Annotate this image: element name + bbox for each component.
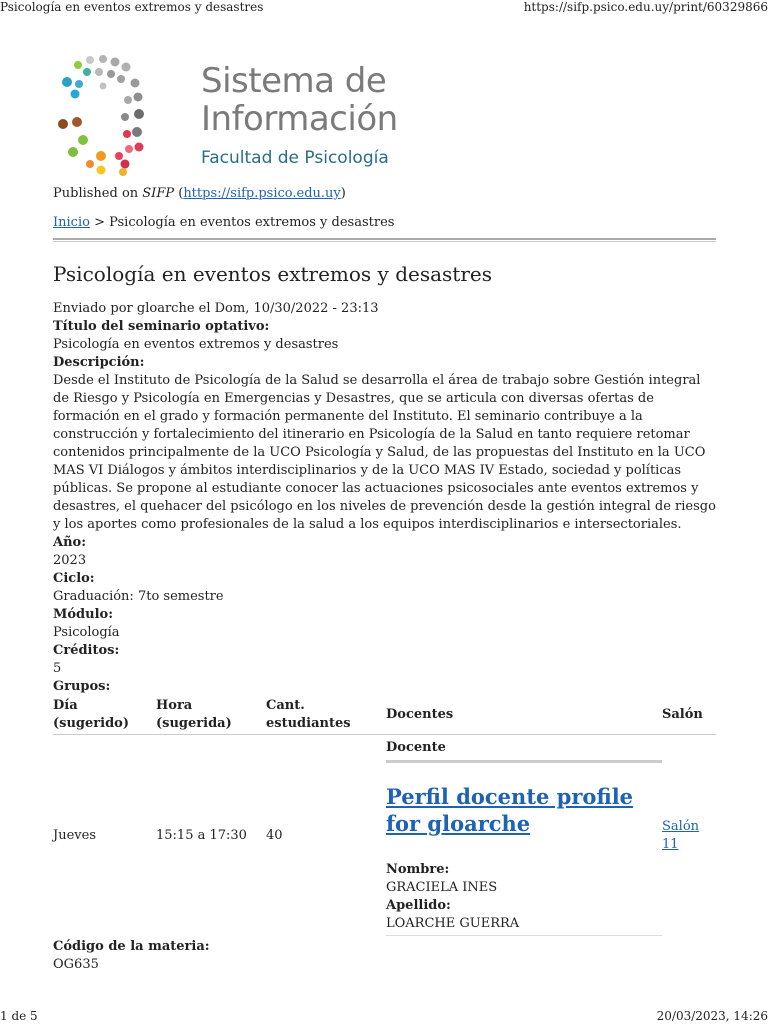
published-prefix: Published on [53,186,143,201]
docente-profile-link[interactable]: Perfil docente profile for gloarche [386,784,634,836]
titulo-label: Título del seminario optativo: [53,319,270,334]
codigo-label: Código de la materia: [53,939,210,954]
salon-link[interactable]: Salón 11 [662,818,700,852]
breadcrumb-separator: > [89,215,110,230]
apellido-label: Apellido: [386,898,451,913]
cell-dia: Jueves [53,827,96,843]
brand-line-2: Información [201,99,398,139]
published-link[interactable]: https://sifp.psico.edu.uy [183,186,341,201]
brand-subtitle: Facultad de Psicología [201,148,389,168]
anio-label: Año: [53,535,87,550]
header-divider [53,238,716,242]
print-header-url: https://sifp.psico.edu.uy/print/60329866 [523,0,768,14]
print-header-title: Psicología en eventos extremos y desastres [0,0,264,14]
header-hora: Hora (sugerida) [156,698,232,731]
anio-value: 2023 [53,553,87,568]
descripcion-label: Descripción: [53,355,145,370]
header-docentes: Docentes [386,707,454,722]
breadcrumb-current: Psicología en eventos extremos y desastres [109,215,395,230]
modulo-value: Psicología [53,625,120,640]
descripcion-value: Desde el Instituto de Psicología de la Salud se desarrolla el área de trabajo sobre Gestión integral de Riesgo y Psicología en Emergencias y Desastres, que se articula con diversas ofertas de formación en el grado y formación permanente del Instituto. El seminario contribuye a la construcción y fortalecimiento del itinerario en Psicología de la Salud en tanto requiere retomar contenidos principalmente de la UCO Psicología y Salud, de las propuestas del Instituto en la UCO MAS VI Diálogos y ámbitos interdisciplinarios y de la UCO MAS IV Estado, sociedad y políticas públicas. Se propone al estudiante conocer las actuaciones psicosociales ante eventos extremos y desastres, el quehacer del psicólogo en los niveles de prevención desde la gestión integral de riesgo y los aportes como profesionales de la salud a los equipos interdisciplinarios e intersectoriales. [53,373,716,532]
print-footer-datetime: 20/03/2023, 14:26 [656,1009,768,1023]
published-close: ) [340,186,346,201]
published-open: ( [174,186,184,201]
header-cant: Cant. estudiantes [266,698,351,731]
modulo-label: Módulo: [53,607,114,622]
table-row [53,735,716,937]
published-line [53,186,716,201]
ciclo-value: Graduación: 7to semestre [53,589,224,604]
print-footer-page: 1 de 5 [0,1009,38,1023]
codigo-value: OG635 [53,957,99,972]
titulo-value: Psicología en eventos extremos y desastres [53,337,339,352]
creditos-label: Créditos: [53,643,120,658]
apellido-value: LOARCHE GUERRA [386,916,520,931]
cell-cant: 40 [266,827,283,843]
creditos-value: 5 [53,661,62,676]
nombre-value: GRACIELA INES [386,880,498,895]
grupos-label: Grupos: [53,679,111,694]
site-logo[interactable] [53,52,716,182]
brand-line-1: Sistema de [201,61,387,101]
ciclo-label: Ciclo: [53,571,95,586]
nombre-label: Nombre: [386,862,450,877]
cell-hora: 15:15 a 17:30 [156,827,247,843]
submitted-info: Enviado por gloarche el Dom, 10/30/2022 - 23:13 [53,301,379,316]
page-content [53,52,716,974]
breadcrumb [53,215,716,230]
cell-docentes [386,735,662,937]
page-title: Psicología en eventos extremos y desastres [53,262,492,286]
docente-subheader: Docente [386,735,662,763]
groups-table [53,696,716,936]
dots-logo-icon [53,52,181,180]
docente-card [386,783,662,936]
cell-salon [662,735,716,937]
groups-table-header [53,696,716,735]
header-salon: Salón [662,707,703,722]
breadcrumb-home-link[interactable]: Inicio [53,215,90,230]
header-dia: Día (sugerido) [53,698,129,731]
published-site: SIFP [142,186,175,201]
